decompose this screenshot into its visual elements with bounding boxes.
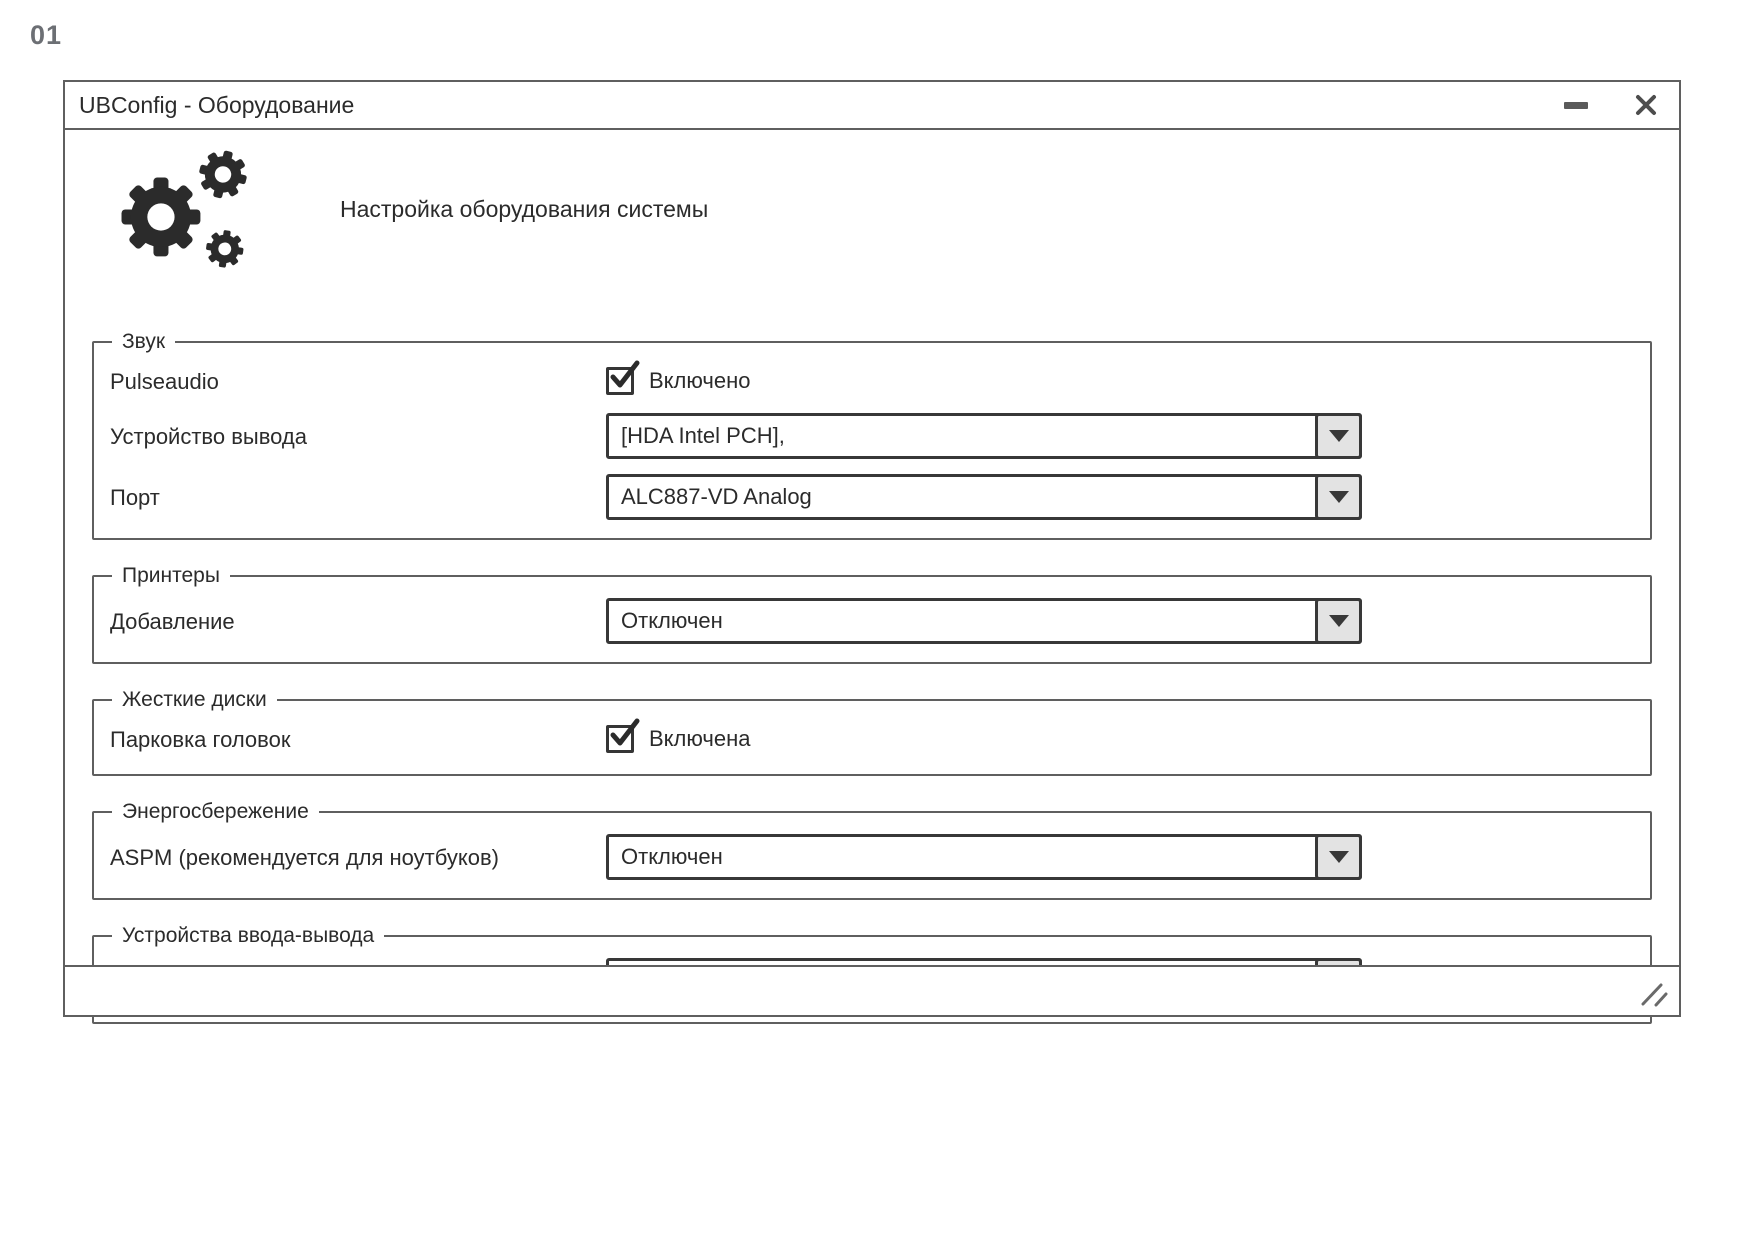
app-window: [63, 80, 1681, 1017]
header-caption: Настройка оборудования системы: [340, 195, 709, 222]
setting-row: [110, 413, 1636, 459]
setting-label: Порт: [110, 484, 160, 510]
pulseaudio-checkbox[interactable]: [606, 367, 634, 395]
setting-row: [110, 722, 1636, 756]
checkbox-state-label: Включена: [649, 726, 751, 751]
status-bar: [65, 965, 1679, 1015]
setting-row: [110, 474, 1636, 520]
section-sound: [92, 330, 1652, 540]
section-legend: Принтеры: [122, 564, 220, 587]
printer-add-dropdown[interactable]: [606, 598, 1362, 644]
dropdown-value: Отключен: [621, 608, 723, 633]
window-controls: [1561, 90, 1661, 120]
chevron-down-icon: [1329, 491, 1349, 503]
dropdown-button[interactable]: [1315, 474, 1362, 520]
setting-label: Добавление: [110, 608, 235, 634]
head-parking-checkbox[interactable]: [606, 725, 634, 753]
minimize-button[interactable]: [1561, 90, 1591, 120]
dropdown-button[interactable]: [1315, 834, 1362, 880]
dropdown-value: ALC887-VD Analog: [621, 484, 812, 509]
chevron-down-icon: [1329, 615, 1349, 627]
page-number-label: 01: [30, 20, 63, 50]
section-hard-drives: [92, 688, 1652, 776]
setting-label: ASPM (рекомендуется для ноутбуков): [110, 844, 499, 870]
setting-label: Pulseaudio: [110, 368, 219, 394]
aspm-dropdown[interactable]: [606, 834, 1362, 880]
window-content: [65, 142, 1679, 1024]
header-block: [104, 142, 1652, 276]
setting-label: Устройство вывода: [110, 423, 307, 449]
checkmark-icon: [609, 717, 643, 751]
output-device-dropdown[interactable]: [606, 413, 1362, 459]
chevron-down-icon: [1329, 430, 1349, 442]
checkbox-state-label: Включено: [649, 368, 751, 393]
checkmark-icon: [609, 359, 643, 393]
setting-row: [110, 364, 1636, 398]
section-printers: [92, 564, 1652, 664]
section-power-saving: [92, 800, 1652, 900]
window-title: UBConfig - Оборудование: [79, 91, 355, 118]
dropdown-value: [HDA Intel PCH],: [621, 423, 785, 448]
chevron-down-icon: [1329, 851, 1349, 863]
checkbox-wrap: [606, 364, 750, 398]
close-icon: [1634, 93, 1658, 117]
minimize-icon: [1564, 102, 1588, 109]
resize-grip[interactable]: [1637, 981, 1669, 1007]
section-legend: Жесткие диски: [122, 688, 267, 711]
gears-icon: [104, 139, 264, 279]
setting-label: Парковка головок: [110, 726, 291, 752]
port-dropdown[interactable]: [606, 474, 1362, 520]
section-legend: Энергосбережение: [122, 800, 309, 823]
setting-row: [110, 598, 1636, 644]
section-legend: Звук: [122, 330, 166, 353]
dropdown-button[interactable]: [1315, 413, 1362, 459]
title-bar: [65, 82, 1679, 130]
dropdown-button[interactable]: [1315, 598, 1362, 644]
setting-row: [110, 834, 1636, 880]
checkbox-wrap: [606, 722, 750, 756]
close-button[interactable]: [1631, 90, 1661, 120]
dropdown-value: Отключен: [621, 844, 723, 869]
section-legend: Устройства ввода-вывода: [122, 924, 375, 947]
